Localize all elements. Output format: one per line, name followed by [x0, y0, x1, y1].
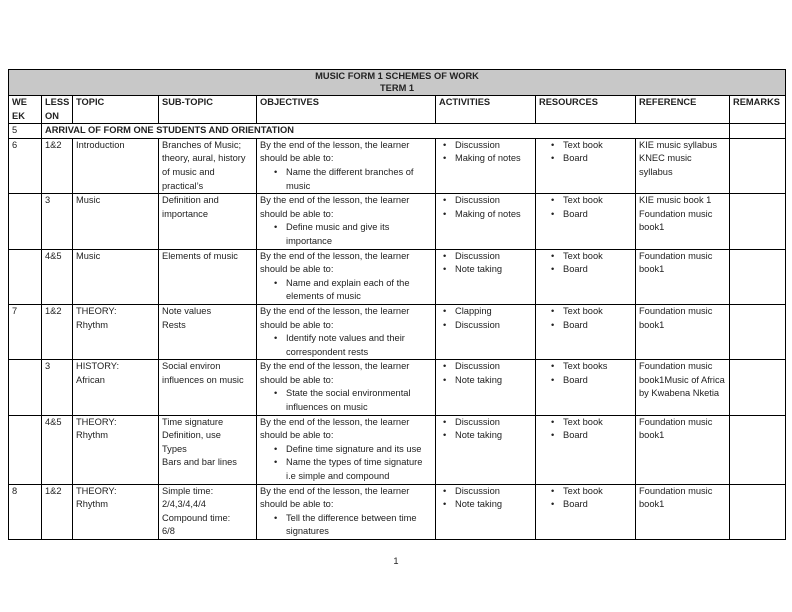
- resource-item: • Text book: [553, 194, 632, 208]
- subtopic-cell: Note values Rests: [159, 304, 257, 359]
- activity-item: • Discussion: [445, 194, 532, 208]
- objectives-cell: [257, 360, 436, 415]
- activity-item: • Discussion: [445, 139, 532, 153]
- objective-intro: By the end of the lesson, the learner should be able to:: [260, 361, 410, 385]
- table-row: [9, 194, 786, 249]
- resource-item: • Text books: [553, 360, 632, 374]
- activities-cell: [436, 138, 536, 193]
- lesson-cell: 1&2: [42, 304, 73, 359]
- activity-item: • Note taking: [445, 498, 532, 512]
- subtopic-cell: Time signature Definition, use Types Bars and bar lines: [159, 415, 257, 484]
- header-subtopic: SUB-TOPIC: [159, 96, 257, 124]
- objective-item: • Tell the difference between time signatures: [276, 512, 432, 539]
- table-row: [9, 304, 786, 359]
- header-resources: RESOURCES: [536, 96, 636, 124]
- orientation-text: ARRIVAL OF FORM ONE STUDENTS AND ORIENTATION: [42, 124, 730, 139]
- resource-list: [539, 416, 632, 443]
- objectives-cell: [257, 304, 436, 359]
- activity-item: • Discussion: [445, 360, 532, 374]
- header-topic: TOPIC: [73, 96, 159, 124]
- objective-list: [260, 277, 432, 304]
- objective-item: • Identify note values and their correspondent rests: [276, 332, 432, 359]
- reference-cell: Foundation music book1: [636, 249, 730, 304]
- lesson-cell: 1&2: [42, 138, 73, 193]
- reference-cell: Foundation music book1Music of Africa by Kwabena Nketia: [636, 360, 730, 415]
- activity-item: • Making of notes: [445, 152, 532, 166]
- header-activities: ACTIVITIES: [436, 96, 536, 124]
- resource-list: [539, 139, 632, 166]
- objective-intro: By the end of the lesson, the learner should be able to:: [260, 250, 410, 275]
- topic-cell: THEORY: Rhythm: [73, 304, 159, 359]
- activities-cell: [436, 249, 536, 304]
- activity-list: [439, 485, 532, 512]
- remarks-cell: [730, 249, 786, 304]
- resource-list: [539, 305, 632, 332]
- resource-list: [539, 360, 632, 387]
- activity-list: [439, 250, 532, 277]
- objectives-cell: [257, 484, 436, 539]
- resource-item: • Board: [553, 374, 632, 388]
- subtopic-cell: Branches of Music; theory, aural, history of music and practical’s: [159, 138, 257, 193]
- topic-cell: HISTORY: African: [73, 360, 159, 415]
- activity-item: • Note taking: [445, 429, 532, 443]
- reference-cell: KIE music book 1 Foundation music book1: [636, 194, 730, 249]
- header-lesson: LESS ON: [42, 96, 73, 124]
- resources-cell: [536, 249, 636, 304]
- resource-item: • Board: [553, 208, 632, 222]
- objective-intro: By the end of the lesson, the learner should be able to:: [260, 485, 410, 510]
- objective-intro: By the end of the lesson, the learner should be able to:: [260, 416, 410, 441]
- objective-intro: By the end of the lesson, the learner should be able to:: [260, 139, 410, 164]
- header-objectives: OBJECTIVES: [257, 96, 436, 124]
- remarks-cell: [730, 124, 786, 139]
- objective-intro: By the end of the lesson, the learner should be able to:: [260, 305, 410, 330]
- reference-cell: KIE music syllabus KNEC music syllabus: [636, 138, 730, 193]
- header-reference: REFERENCE: [636, 96, 730, 124]
- subtopic-cell: Social environ influences on music: [159, 360, 257, 415]
- topic-cell: Music: [73, 194, 159, 249]
- activities-cell: [436, 484, 536, 539]
- subtopic-cell: Simple time: 2/4,3/4,4/4 Compound time: 6/8: [159, 484, 257, 539]
- lesson-cell: 4&5: [42, 249, 73, 304]
- activity-item: • Discussion: [445, 250, 532, 264]
- resource-item: • Text book: [553, 139, 632, 153]
- reference-cell: Foundation music book1: [636, 304, 730, 359]
- resource-item: • Board: [553, 152, 632, 166]
- activity-item: • Making of notes: [445, 208, 532, 222]
- resource-item: • Board: [553, 319, 632, 333]
- subtopic-cell: Definition and importance: [159, 194, 257, 249]
- week-cell: [9, 415, 42, 484]
- objective-list: [260, 332, 432, 359]
- objective-list: [260, 221, 432, 248]
- objective-item: • Define time signature and its use: [276, 443, 432, 457]
- resource-item: • Board: [553, 429, 632, 443]
- week-cell: [9, 249, 42, 304]
- activities-cell: [436, 304, 536, 359]
- term-label: TERM 1: [379, 82, 415, 93]
- week-cell: 6: [9, 138, 42, 193]
- objectives-cell: [257, 138, 436, 193]
- document-title: MUSIC FORM 1 SCHEMES OF WORK: [315, 71, 479, 81]
- page-number: 1: [393, 556, 399, 566]
- resource-item: • Text book: [553, 250, 632, 264]
- activity-item: • Clapping: [445, 305, 532, 319]
- remarks-cell: [730, 138, 786, 193]
- topic-cell: Introduction: [73, 138, 159, 193]
- activity-item: • Discussion: [445, 319, 532, 333]
- activity-list: [439, 416, 532, 443]
- activity-list: [439, 305, 532, 332]
- scheme-of-work-table: [8, 69, 786, 540]
- remarks-cell: [730, 304, 786, 359]
- resource-list: [539, 485, 632, 512]
- objectives-cell: [257, 249, 436, 304]
- activity-list: [439, 360, 532, 387]
- column-header-row: [9, 96, 786, 124]
- objective-list: [260, 166, 432, 193]
- header-week: WE EK: [9, 96, 42, 124]
- objectives-cell: [257, 415, 436, 484]
- resources-cell: [536, 415, 636, 484]
- objective-list: [260, 443, 432, 484]
- objective-item: • Define music and give its importance: [276, 221, 432, 248]
- header-remarks: REMARKS: [730, 96, 786, 124]
- activities-cell: [436, 415, 536, 484]
- resources-cell: [536, 304, 636, 359]
- orientation-row: [9, 124, 786, 139]
- resource-list: [539, 194, 632, 221]
- remarks-cell: [730, 484, 786, 539]
- objective-list: [260, 512, 432, 539]
- topic-cell: THEORY: Rhythm: [73, 415, 159, 484]
- table-row: [9, 360, 786, 415]
- activity-list: [439, 194, 532, 221]
- remarks-cell: [730, 360, 786, 415]
- activities-cell: [436, 194, 536, 249]
- topic-cell: THEORY: Rhythm: [73, 484, 159, 539]
- remarks-cell: [730, 415, 786, 484]
- lesson-cell: 3: [42, 360, 73, 415]
- resources-cell: [536, 138, 636, 193]
- remarks-cell: [730, 194, 786, 249]
- objective-item: • Name the types of time signature i.e simple and compound: [276, 456, 432, 483]
- resource-list: [539, 250, 632, 277]
- activity-list: [439, 139, 532, 166]
- objective-intro: By the end of the lesson, the learner should be able to:: [260, 195, 410, 219]
- table-row: [9, 249, 786, 304]
- table-row: [9, 415, 786, 484]
- table-row: [9, 484, 786, 539]
- resource-item: • Text book: [553, 305, 632, 319]
- resources-cell: [536, 194, 636, 249]
- resource-item: • Board: [553, 263, 632, 277]
- lesson-cell: 4&5: [42, 415, 73, 484]
- reference-cell: Foundation music book1: [636, 484, 730, 539]
- objective-item: • State the social environmental influences on music: [276, 387, 432, 414]
- title-row: [9, 70, 786, 96]
- week-cell: 5: [9, 124, 42, 139]
- resources-cell: [536, 484, 636, 539]
- topic-cell: Music: [73, 249, 159, 304]
- objective-item: • Name the different branches of music: [276, 166, 432, 193]
- activity-item: • Note taking: [445, 263, 532, 277]
- lesson-cell: 1&2: [42, 484, 73, 539]
- resource-item: • Text book: [553, 416, 632, 430]
- activity-item: • Discussion: [445, 485, 532, 499]
- week-cell: [9, 194, 42, 249]
- lesson-cell: 3: [42, 194, 73, 249]
- resources-cell: [536, 360, 636, 415]
- reference-cell: Foundation music book1: [636, 415, 730, 484]
- week-cell: [9, 360, 42, 415]
- objective-list: [260, 387, 432, 414]
- objectives-cell: [257, 194, 436, 249]
- subtopic-cell: Elements of music: [159, 249, 257, 304]
- table-row: [9, 138, 786, 193]
- week-cell: 7: [9, 304, 42, 359]
- activity-item: • Discussion: [445, 416, 532, 430]
- activity-item: • Note taking: [445, 374, 532, 388]
- resource-item: • Text book: [553, 485, 632, 499]
- week-cell: 8: [9, 484, 42, 539]
- objective-item: • Name and explain each of the elements of music: [276, 277, 432, 304]
- resource-item: • Board: [553, 498, 632, 512]
- activities-cell: [436, 360, 536, 415]
